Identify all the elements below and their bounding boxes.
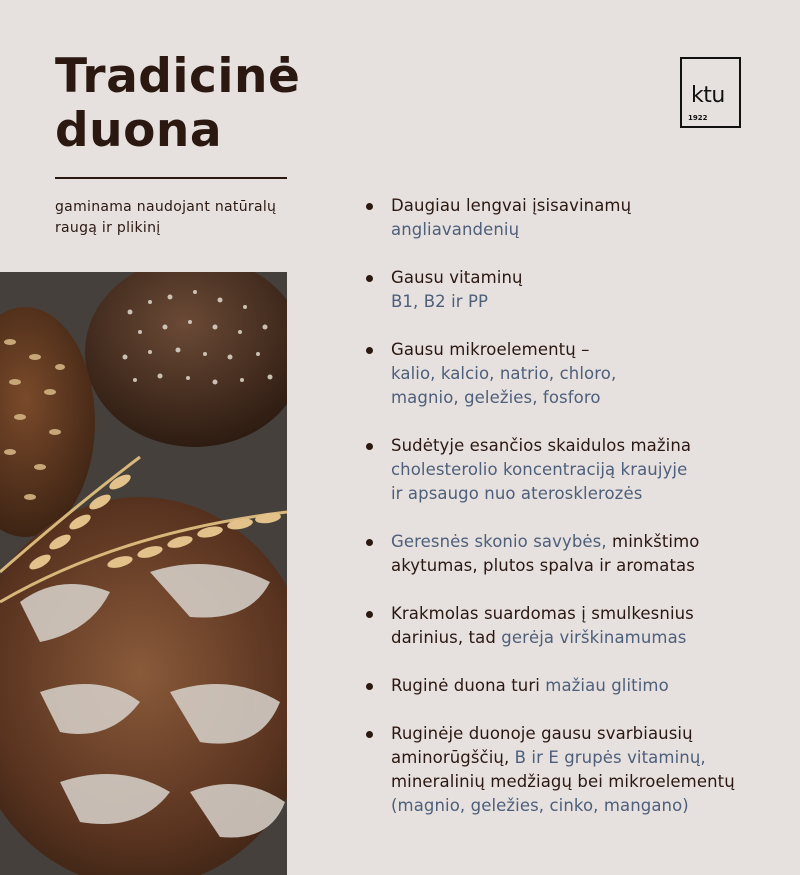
bread-illustration	[0, 272, 287, 875]
benefit-highlight: Geresnės skonio savybės,	[391, 532, 607, 551]
ktu-logo	[680, 57, 741, 128]
benefit-line: akytumas, plutos spalva ir aromatas	[391, 556, 695, 575]
benefit-line-highlight: kalio, kalcio, natrio, chloro,	[391, 364, 617, 383]
bread-photo	[0, 272, 287, 875]
benefit-line-highlight: ir apsaugo nuo aterosklerozės	[391, 484, 643, 503]
subtitle	[55, 197, 295, 239]
benefit-line-mixed	[391, 530, 786, 554]
bullet-icon	[366, 203, 373, 210]
bullet-icon	[366, 683, 373, 690]
benefit-line-highlight: B1, B2 ir PP	[391, 292, 489, 311]
benefit-line-highlight: (magnio, geležies, cinko, mangano)	[391, 796, 689, 815]
benefit-text: Ruginė duona turi	[391, 676, 546, 695]
bullet-icon	[366, 443, 373, 450]
benefit-line: mineralinių medžiagų bei mikroelementų	[391, 772, 735, 791]
benefit-line: Gausu vitaminų	[391, 268, 523, 287]
benefit-item	[366, 338, 786, 410]
page-title	[55, 50, 300, 158]
benefit-item	[366, 602, 786, 650]
benefit-line: Daugiau lengvai įsisavinamų	[391, 196, 632, 215]
benefit-item	[366, 530, 786, 578]
bullet-icon	[366, 275, 373, 282]
benefit-line-mixed	[391, 626, 786, 650]
logo-name: ktu	[691, 83, 725, 108]
benefit-line-highlight: magnio, geležies, fosforo	[391, 388, 601, 407]
benefit-line: Gausu mikroelementų –	[391, 340, 590, 359]
benefit-line-highlight: angliavandenių	[391, 220, 520, 239]
benefit-line-mixed	[391, 746, 786, 770]
benefits-list	[366, 194, 786, 842]
benefit-item	[366, 194, 786, 242]
bullet-icon	[366, 539, 373, 546]
benefit-line-highlight: cholesterolio koncentraciją kraujyje	[391, 460, 688, 479]
title-divider	[55, 177, 287, 179]
subtitle-line-1: gaminama naudojant natūralų	[55, 199, 277, 215]
logo-year: 1922	[688, 114, 708, 122]
bullet-icon	[366, 611, 373, 618]
title-line-2: duona	[55, 103, 223, 158]
bullet-icon	[366, 731, 373, 738]
benefit-line: Ruginėje duonoje gausu svarbiausių	[391, 724, 693, 743]
subtitle-line-2: raugą ir plikinį	[55, 220, 161, 236]
benefit-line: Sudėtyje esančios skaidulos mažina	[391, 436, 692, 455]
title-line-1: Tradicinė	[55, 49, 301, 104]
benefit-item	[366, 266, 786, 314]
benefit-highlight: mažiau glitimo	[545, 676, 669, 695]
benefit-highlight: gerėja virškinamumas	[501, 628, 687, 647]
benefit-item	[366, 434, 786, 506]
benefit-text: aminorūgščių,	[391, 748, 515, 767]
benefit-line: Krakmolas suardomas į smulkesnius	[391, 604, 694, 623]
benefit-item	[366, 722, 786, 818]
benefit-highlight: B ir E grupės vitaminų,	[514, 748, 706, 767]
benefit-text: darinius, tad	[391, 628, 502, 647]
benefit-item	[366, 674, 786, 698]
benefit-line-mixed	[391, 674, 786, 698]
bullet-icon	[366, 347, 373, 354]
benefit-text: minkštimo	[606, 532, 700, 551]
